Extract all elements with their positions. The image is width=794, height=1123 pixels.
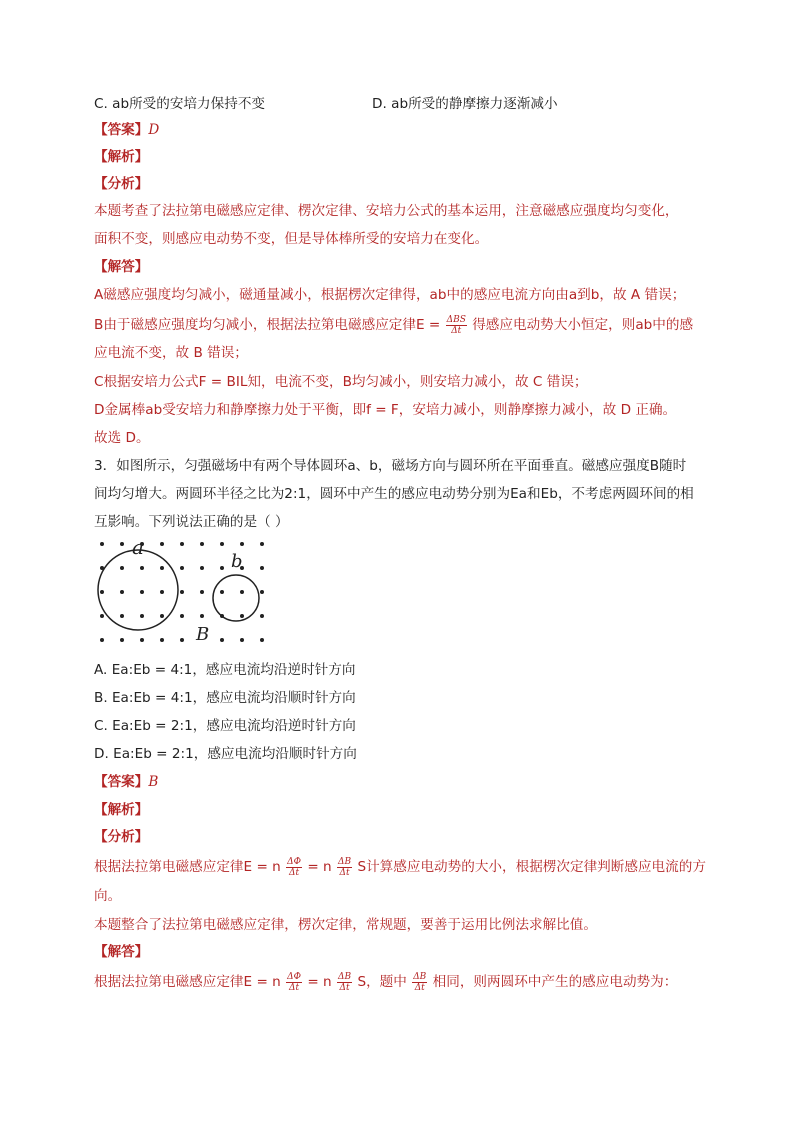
field-dot	[180, 638, 184, 642]
field-dot	[160, 566, 164, 570]
ring-b	[213, 575, 259, 621]
q3-fenxi-line-1	[94, 855, 706, 879]
field-dot	[200, 590, 204, 594]
field-dot	[120, 542, 124, 546]
field-dot	[100, 614, 104, 618]
field-dot	[240, 614, 244, 618]
line-b1-post: 得感应电动势大小恒定，则ab中的感	[472, 317, 694, 333]
q3-option-c: C. Ea:Eb = 2:1，感应电流均沿逆时针方向	[94, 718, 356, 734]
frac-den: Δt	[414, 982, 425, 993]
field-dot	[260, 566, 264, 570]
jieda-line-b1	[94, 313, 693, 337]
q3-jiexi-tag: 【解析】	[94, 802, 149, 818]
magnetic-field-figure	[94, 536, 274, 648]
option-d: D. ab所受的静摩擦力逐渐减小	[372, 96, 558, 112]
label-B: B	[196, 624, 210, 645]
answer-tag: 【答案】	[94, 122, 149, 138]
field-dot	[200, 614, 204, 618]
field-dot	[140, 614, 144, 618]
field-dot	[120, 590, 124, 594]
q3-fenxi-line-3: 本题整合了法拉第电磁感应定律，楞次定律，常规题，要善于运用比例法求解比值。	[94, 917, 597, 933]
q3-stem-2: 间均匀增大。两圆环半径之比为2:1，圆环中产生的感应电动势分别为Ea和Eb，不考虑两圆环间的相	[94, 486, 694, 502]
frac-num: ΔB	[337, 856, 352, 867]
field-dot	[240, 542, 244, 546]
field-dot	[200, 566, 204, 570]
frac-den: Δt	[451, 325, 462, 336]
option-c: C. ab所受的安培力保持不变	[94, 96, 266, 112]
q3-jieda-line-1	[94, 970, 677, 994]
field-dot	[220, 542, 224, 546]
field-dot	[140, 590, 144, 594]
frac-num: ΔBS	[446, 314, 466, 325]
jieda-line-d: D金属棒ab受安培力和静摩擦力处于平衡，即f = F，安培力减小，则静摩擦力减小，故 D 正确。	[94, 402, 677, 418]
field-dot	[260, 638, 264, 642]
field-dot	[100, 542, 104, 546]
answer-row	[94, 120, 159, 140]
answer-value: D	[148, 122, 160, 138]
jiexi-tag: 【解析】	[94, 149, 149, 165]
frac-den: Δt	[339, 867, 350, 878]
frac-num: ΔΦ	[287, 856, 301, 867]
q3-fenxi-tag: 【分析】	[94, 829, 149, 845]
field-dot	[160, 614, 164, 618]
field-dot	[120, 638, 124, 642]
field-dot	[240, 638, 244, 642]
field-dot	[220, 590, 224, 594]
q3-jieda1-post: 相同，则两圆环中产生的感应电动势为：	[432, 974, 678, 990]
field-dot	[260, 614, 264, 618]
field-dot	[260, 542, 264, 546]
fraction-dbs-dt	[446, 315, 467, 336]
field-dot	[180, 590, 184, 594]
q3-answer-row	[94, 772, 158, 792]
fenxi-text-2: 面积不变，则感应电动势不变，但是导体棒所受的安培力在变化。	[94, 231, 489, 247]
q3-jieda1-mid: = n	[307, 974, 332, 990]
ring-a	[98, 550, 178, 630]
frac-num: ΔΦ	[287, 971, 301, 982]
q3-stem-3: 互影响。下列说法正确的是（ ）	[94, 514, 289, 530]
label-b: b	[231, 551, 243, 572]
q3-jieda1-pre: 根据法拉第电磁感应定律E = n	[94, 974, 281, 990]
q3-answer-tag: 【答案】	[94, 774, 149, 790]
q3-option-a: A. Ea:Eb = 4:1，感应电流均沿逆时针方向	[94, 662, 356, 678]
fraction-dphi-dt	[286, 972, 302, 993]
fraction-dphi-dt	[286, 857, 302, 878]
q3-stem-1: 3．如图所示，匀强磁场中有两个导体圆环a、b，磁场方向与圆环所在平面垂直。磁感应强度B随时	[94, 458, 687, 474]
jieda-line-b2: 应电流不变，故 B 错误；	[94, 345, 248, 361]
label-a: a	[132, 536, 144, 559]
field-dot	[180, 566, 184, 570]
q3-fenxi1-pre: 根据法拉第电磁感应定律E = n	[94, 859, 281, 875]
field-dot	[100, 590, 104, 594]
jieda-line-a: A磁感应强度均匀减小，磁通量减小，根据楞次定律得，ab中的感应电流方向由a到b，故 A 错误；	[94, 287, 686, 303]
q3-option-d: D. Ea:Eb = 2:1，感应电流均沿顺时针方向	[94, 746, 357, 762]
frac-num: ΔB	[337, 971, 352, 982]
jieda-line-c: C根据安培力公式F = BIL知，电流不变，B均匀减小，则安培力减小，故 C 错误；	[94, 374, 588, 390]
field-dot	[220, 638, 224, 642]
fraction-db-dt	[337, 972, 352, 993]
field-dot	[120, 614, 124, 618]
frac-den: Δt	[339, 982, 350, 993]
field-dot	[200, 542, 204, 546]
field-dot	[240, 590, 244, 594]
q3-answer-value: B	[148, 774, 159, 790]
frac-den: Δt	[288, 867, 300, 878]
field-dot	[180, 614, 184, 618]
q3-fenxi-line-2: 向。	[94, 888, 122, 904]
field-dot	[180, 542, 184, 546]
q3-fenxi1-post: S计算感应电动势的大小，根据楞次定律判断感应电流的方	[357, 859, 706, 875]
field-dot	[260, 590, 264, 594]
fenxi-tag: 【分析】	[94, 176, 149, 192]
field-dot	[120, 566, 124, 570]
q3-jieda-tag: 【解答】	[94, 944, 149, 960]
q3-option-b: B. Ea:Eb = 4:1，感应电流均沿顺时针方向	[94, 690, 356, 706]
field-dot	[160, 542, 164, 546]
field-dot	[100, 638, 104, 642]
field-dot	[140, 638, 144, 642]
jieda-line-final: 故选 D。	[94, 430, 150, 446]
field-dot	[220, 566, 224, 570]
jieda-tag: 【解答】	[94, 259, 149, 275]
q3-fenxi1-mid: = n	[307, 859, 332, 875]
field-dot	[160, 638, 164, 642]
fraction-db-dt	[337, 857, 352, 878]
frac-num: ΔB	[413, 971, 427, 982]
fraction-db-dt	[412, 972, 427, 993]
field-dot	[160, 590, 164, 594]
frac-den: Δt	[288, 982, 300, 993]
field-dot	[140, 566, 144, 570]
fenxi-text-1: 本题考查了法拉第电磁感应定律、楞次定律、安培力公式的基本运用，注意磁感应强度均匀变化，	[94, 203, 679, 219]
line-b1-pre: B由于磁感应强度均匀减小，根据法拉第电磁感应定律E =	[94, 317, 441, 333]
q3-jieda1-mid2: S，题中	[357, 974, 407, 990]
